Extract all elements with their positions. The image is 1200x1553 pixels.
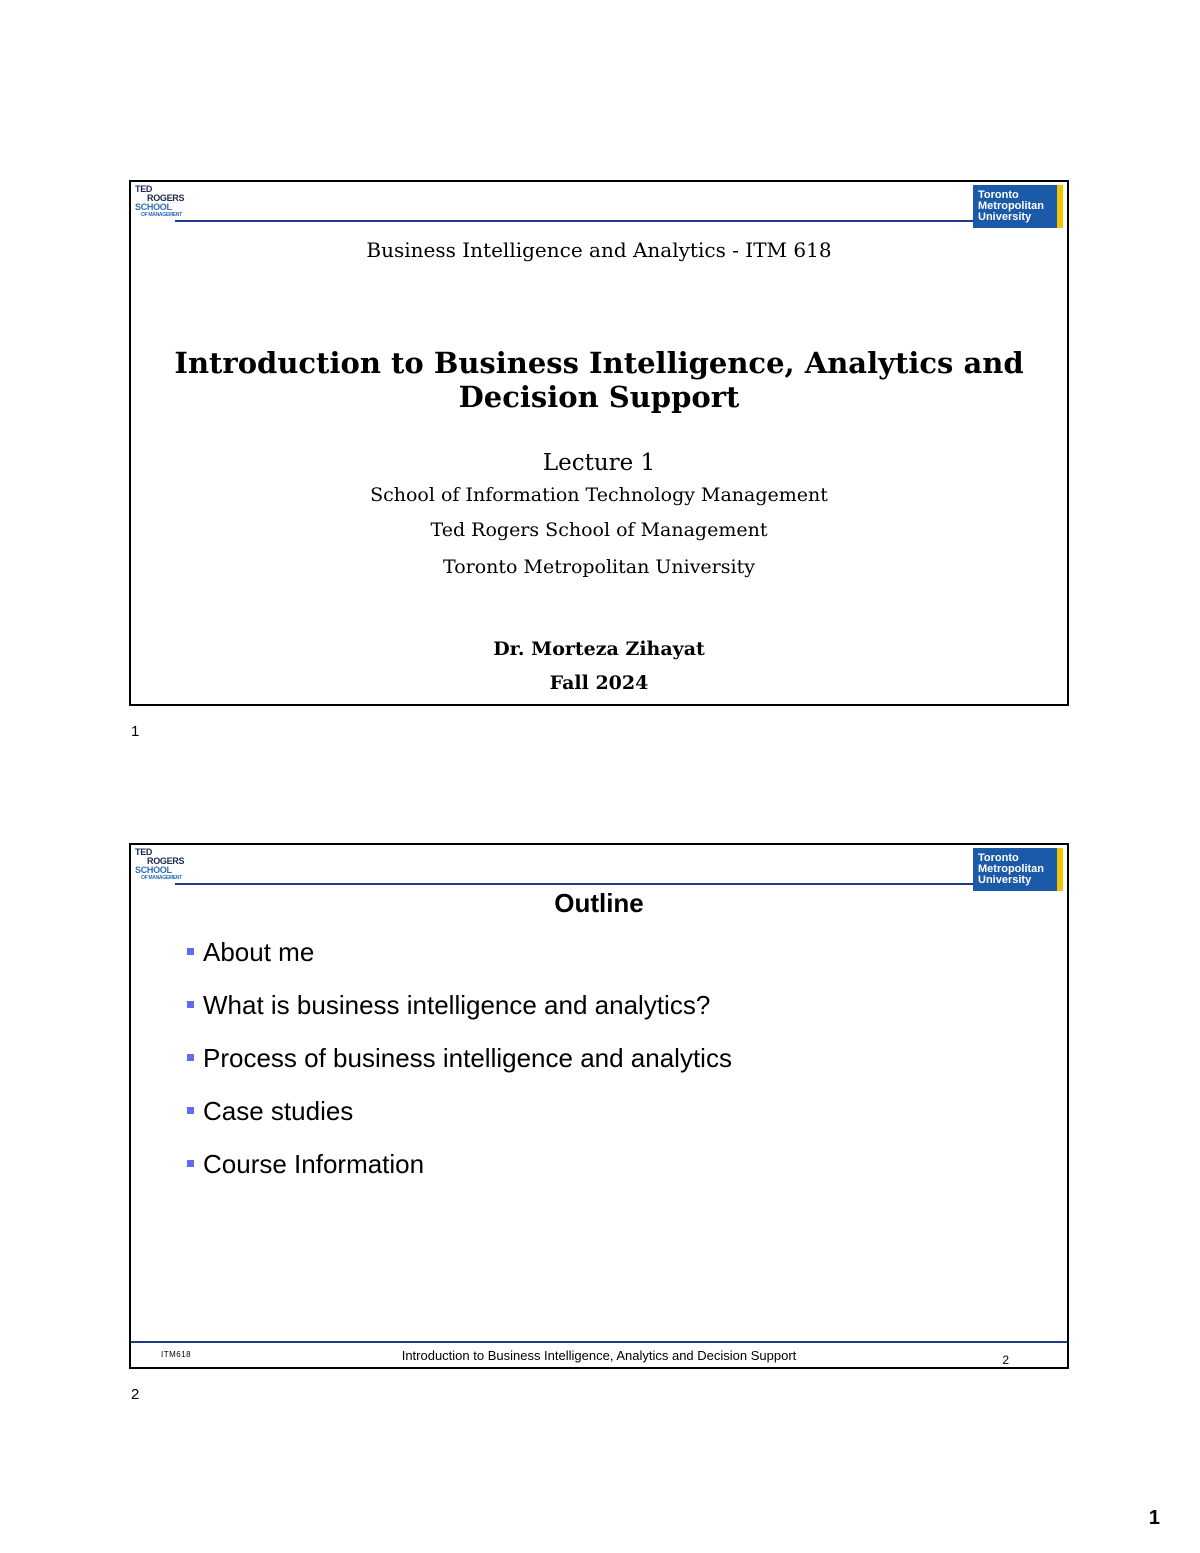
header-rule xyxy=(175,220,977,222)
author-name: Dr. Morteza Zihayat xyxy=(493,638,705,660)
faculty-name: Ted Rogers School of Management xyxy=(430,519,768,541)
list-item: What is business intelligence and analytics? xyxy=(187,990,732,1043)
outline-title: Outline xyxy=(554,888,644,918)
lecture-number: Lecture 1 xyxy=(542,450,656,476)
slide-label: 2 xyxy=(131,1386,140,1403)
trsm-logo: TED ROGERS SCHOOL OF MANAGEMENT xyxy=(135,184,185,218)
outline-list xyxy=(187,937,732,1202)
university-name: Toronto Metropolitan University xyxy=(443,556,755,578)
lecture-title: Introduction to Business Intelligence, Analytics and Decision Support xyxy=(174,346,1024,414)
bullet-icon xyxy=(187,948,194,955)
page-number: 1 xyxy=(1148,1507,1160,1529)
slide-1 xyxy=(129,180,1069,706)
list-item: Course Information xyxy=(187,1149,732,1202)
slide-label: 1 xyxy=(131,723,140,740)
footer-slide-number: 2 xyxy=(1002,1353,1009,1367)
tmu-logo: Toronto Metropolitan University xyxy=(973,848,1063,892)
trsm-logo: TED ROGERS SCHOOL OF MANAGEMENT xyxy=(135,847,185,881)
bullet-icon xyxy=(187,1054,194,1061)
bullet-icon xyxy=(187,1107,194,1114)
list-item: Case studies xyxy=(187,1096,732,1149)
term: Fall 2024 xyxy=(549,672,649,694)
bullet-icon xyxy=(187,1160,194,1167)
tmu-logo: Toronto Metropolitan University xyxy=(973,185,1063,229)
list-item: Process of business intelligence and analytics xyxy=(187,1043,732,1096)
bullet-icon xyxy=(187,1001,194,1008)
slide-2 xyxy=(129,843,1069,1369)
list-item: About me xyxy=(187,937,732,990)
header-rule xyxy=(175,883,977,885)
footer-title: Introduction to Business Intelligence, Analytics and Decision Support xyxy=(401,1348,797,1363)
footer-course-code: ITM618 xyxy=(161,1350,192,1359)
footer-rule xyxy=(131,1341,1067,1343)
school-name: School of Information Technology Management xyxy=(370,484,828,506)
course-title: Business Intelligence and Analytics - ITM 618 xyxy=(366,238,832,262)
